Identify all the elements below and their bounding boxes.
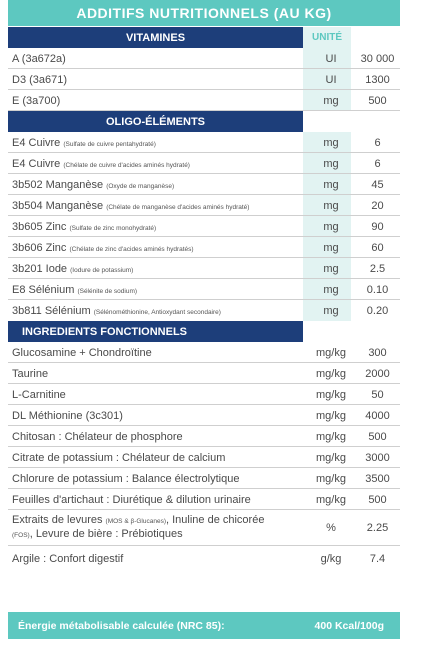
ingredient-unit: mg/kg <box>316 367 346 380</box>
oligo-row <box>8 279 400 300</box>
extrait-small2: (FOS) <box>12 532 30 539</box>
oligo-unit: mg <box>323 178 339 191</box>
ingredient-name: DL Méthionine (3c301) <box>12 409 123 422</box>
vitamin-name: E (3a700) <box>12 94 61 107</box>
oligo-detail: (Oxyde de manganèse) <box>106 182 175 190</box>
ingredient-name: Chitosan : Chélateur de phosphore <box>12 430 183 443</box>
ingredient-name: Taurine <box>12 367 49 380</box>
oligo-unit: mg <box>323 199 339 212</box>
ingredient-row <box>8 405 400 426</box>
ingredient-row-extrait <box>8 510 400 546</box>
vitamin-value: 500 <box>368 94 387 107</box>
oligo-label: 3b502 Manganèse <box>12 178 104 191</box>
main-header <box>8 0 400 26</box>
oligo-row <box>8 216 400 237</box>
oligo-label: E4 Cuivre <box>12 157 61 170</box>
vitamin-unit: mg <box>323 94 339 107</box>
oligo-unit: mg <box>323 304 339 317</box>
ingredient-value: 2.25 <box>366 522 389 534</box>
ingredient-name: Glucosamine + Chondroïtine <box>12 346 152 359</box>
vitamin-unit: UI <box>325 73 337 86</box>
ingredient-value: 500 <box>368 430 387 443</box>
main-header-title: ADDITIFS NUTRITIONNELS (AU KG) <box>76 5 332 21</box>
oligo-value: 60 <box>371 241 384 254</box>
energy-label: Énergie métabolisable calculée (NRC 85): <box>18 619 225 632</box>
ingredient-name: Citrate de potassium : Chélateur de calcium <box>12 451 226 464</box>
vitamin-value: 30 000 <box>360 52 395 65</box>
oligo-label: E4 Cuivre <box>12 136 61 149</box>
oligo-label: E8 Sélénium <box>12 283 75 296</box>
extrait-small1: (MOS & β-Glucanes) <box>105 518 166 525</box>
ingredient-name: L-Carnitine <box>12 388 66 401</box>
oligo-detail: (Sulfate de zinc monohydraté) <box>69 224 157 232</box>
oligo-row <box>8 153 400 174</box>
extrait-part2: , Inuline de chicorée <box>166 514 265 526</box>
ingredient-name: Chlorure de potassium : Balance électrolytique <box>12 472 240 485</box>
ingredient-unit: mg/kg <box>316 493 346 506</box>
ingredients-title: INGREDIENTS FONCTIONNELS <box>8 321 303 342</box>
oligo-name <box>8 221 307 233</box>
oligo-label: 3b201 Iode <box>12 262 68 275</box>
ingredient-row-argile <box>8 546 400 572</box>
oligo-value: 0.10 <box>366 283 389 296</box>
oligo-row <box>8 237 400 258</box>
oligo-row <box>8 174 400 195</box>
oligo-label: 3b811 Sélénium <box>12 304 91 317</box>
ingredient-unit: mg/kg <box>316 388 346 401</box>
vitamin-row <box>8 90 400 111</box>
oligo-detail: (Sélénite de sodium) <box>77 287 138 295</box>
oligo-value: 90 <box>371 220 384 233</box>
oligo-label: 3b605 Zinc <box>12 220 67 233</box>
oligo-value: 2.5 <box>369 262 386 275</box>
ingredient-value: 300 <box>368 346 387 359</box>
oligo-unit: mg <box>323 283 339 296</box>
ingredient-row <box>8 384 400 405</box>
ingredient-value: 3000 <box>365 451 390 464</box>
oligo-row <box>8 195 400 216</box>
oligo-row <box>8 258 400 279</box>
ingredient-row <box>8 468 400 489</box>
oligo-row <box>8 132 400 153</box>
ingredient-unit: % <box>326 522 336 534</box>
ingredient-name <box>8 514 307 542</box>
oligo-name <box>8 305 307 317</box>
oligo-value: 45 <box>371 178 384 191</box>
oligo-name <box>8 158 307 170</box>
oligo-value: 6 <box>374 136 381 149</box>
ingredient-value: 500 <box>368 493 387 506</box>
oligo-unit: mg <box>323 136 339 149</box>
oligo-name <box>8 284 307 296</box>
vitamin-unit: UI <box>325 52 337 65</box>
oligo-row <box>8 300 400 321</box>
ingredient-unit: mg/kg <box>316 409 346 422</box>
ingredient-unit: mg/kg <box>316 451 346 464</box>
ingredient-row <box>8 342 400 363</box>
extrait-part3: , Levure de bière : Prébiotiques <box>29 528 183 540</box>
oligo-name <box>8 242 307 254</box>
vitamins-section-header <box>8 27 400 48</box>
oligo-value: 20 <box>371 199 384 212</box>
ingredient-value: 4000 <box>365 409 390 422</box>
ingredient-unit: g/kg <box>320 553 342 565</box>
ingredient-value: 50 <box>371 388 384 401</box>
ingredient-unit: mg/kg <box>316 430 346 443</box>
extrait-part1: Extraits de levures <box>12 514 103 526</box>
oligo-name <box>8 200 307 212</box>
oligo-detail: (Iodure de potassium) <box>70 266 134 274</box>
ingredient-unit: mg/kg <box>316 472 346 485</box>
ingredient-unit: mg/kg <box>316 346 346 359</box>
energy-footer <box>8 612 400 639</box>
ingredient-value: 7.4 <box>369 553 386 565</box>
vitamin-name: D3 (3a671) <box>12 73 68 86</box>
vitamin-value: 1300 <box>365 73 390 86</box>
oligo-title: OLIGO-ÉLÉMENTS <box>8 111 303 132</box>
oligo-name <box>8 137 307 149</box>
oligo-detail: (Sélénométhionine, Antioxydant secondaire) <box>93 308 221 316</box>
additives-table <box>8 27 400 572</box>
ingredient-row <box>8 447 400 468</box>
oligo-label: 3b606 Zinc <box>12 241 67 254</box>
ingredient-name: Feuilles d'artichaut : Diurétique & dilution urinaire <box>12 493 251 506</box>
oligo-value: 6 <box>374 157 381 170</box>
oligo-unit: mg <box>323 262 339 275</box>
ingredient-value: 2000 <box>365 367 390 380</box>
ingredient-name: Argile : Confort digestif <box>12 553 124 565</box>
vitamins-title: VITAMINES <box>8 27 303 48</box>
oligo-unit: mg <box>323 220 339 233</box>
oligo-unit: mg <box>323 157 339 170</box>
oligo-name <box>8 263 307 275</box>
oligo-unit: mg <box>323 241 339 254</box>
oligo-value: 0.20 <box>366 304 389 317</box>
oligo-detail: (Chélate de cuivre d'acides aminés hydraté) <box>63 161 190 169</box>
ingredient-row <box>8 489 400 510</box>
oligo-detail: (Sulfate de cuivre pentahydraté) <box>63 140 156 148</box>
vitamin-row <box>8 48 400 69</box>
oligo-name <box>8 179 307 191</box>
oligo-detail: (Chélate de manganèse d'acides aminés hydraté) <box>106 203 250 211</box>
oligo-label: 3b504 Manganèse <box>12 199 104 212</box>
ingredient-value: 3500 <box>365 472 390 485</box>
ingredient-row <box>8 363 400 384</box>
oligo-detail: (Chélate de zinc d'acides aminés hydratés) <box>69 245 194 253</box>
oligo-section-header <box>8 111 400 132</box>
vitamin-row <box>8 69 400 90</box>
unit-column-header: UNITÉ <box>312 32 342 43</box>
ingredients-section-header <box>8 321 400 342</box>
energy-value: 400 Kcal/100g <box>314 619 384 632</box>
vitamin-name: A (3a672a) <box>12 52 66 65</box>
ingredient-row <box>8 426 400 447</box>
